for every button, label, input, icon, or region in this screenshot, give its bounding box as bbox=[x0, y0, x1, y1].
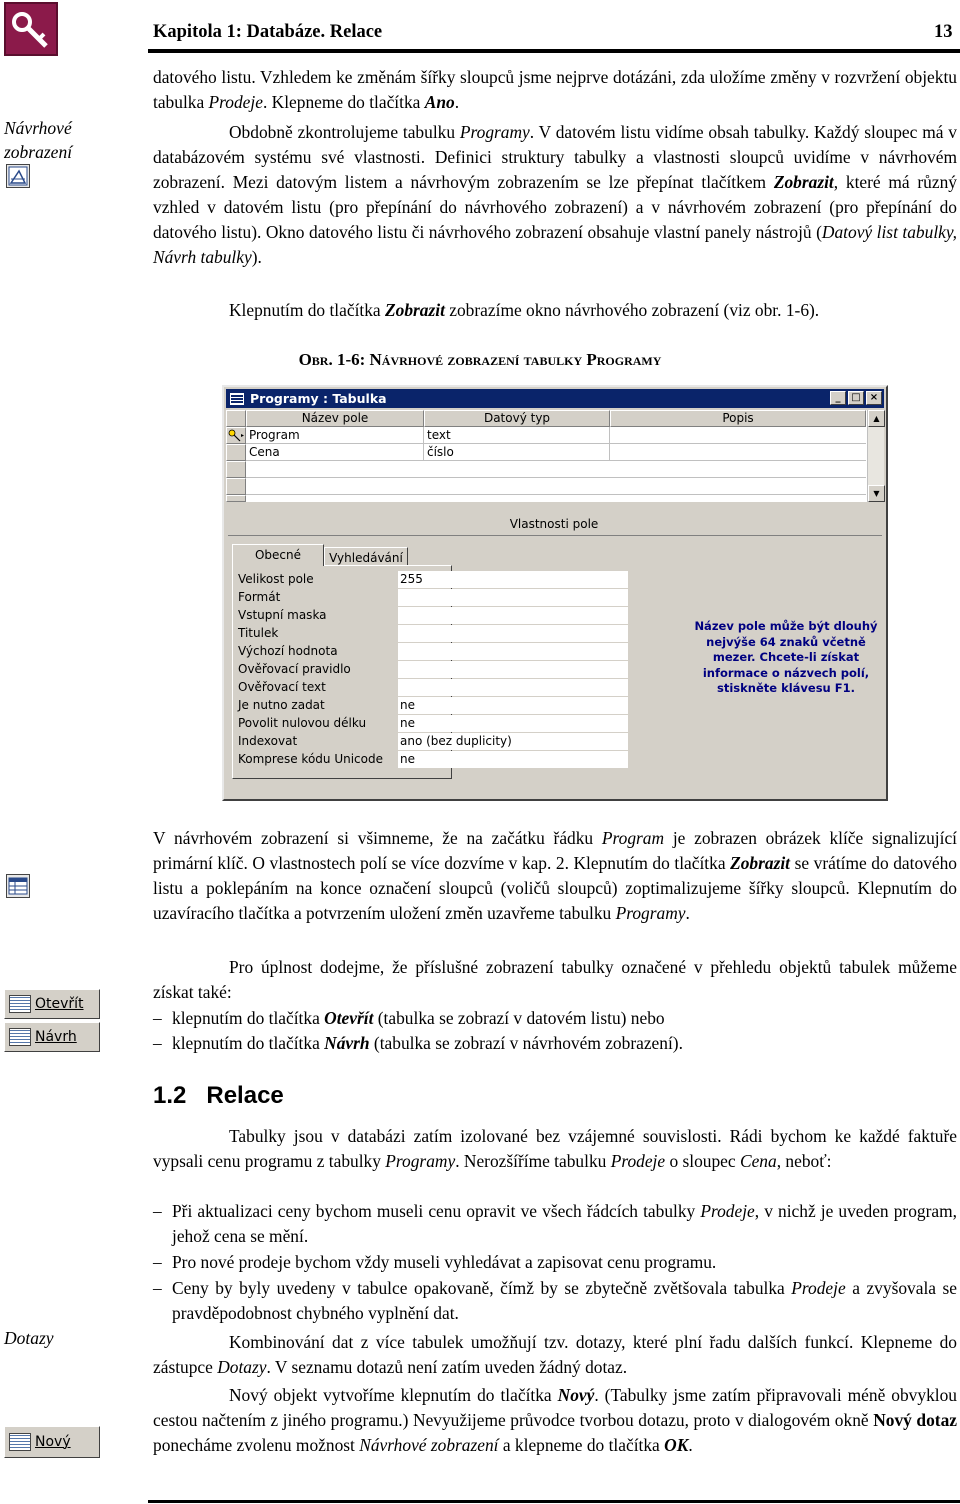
row-selector[interactable] bbox=[226, 444, 246, 461]
list-item-button: Návrh bbox=[324, 1033, 370, 1053]
paragraph-4 bbox=[153, 826, 957, 926]
p2-table-name: Programy bbox=[459, 122, 530, 142]
property-label: Výchozí hodnota bbox=[238, 644, 338, 658]
p2-text-3: , které má různý vzhled v datovém listu (pro přepínání do návrhového zobrazení) a v návrhovém zobrazení (pro přepínání do datového listu). Okno datového listu či návrhového zobrazení obsahuje vlastní panely nástrojů ( bbox=[153, 172, 957, 242]
primary-key-icon bbox=[227, 428, 245, 443]
p1-text: datového listu. Vzhledem ke změnám šířky sloupců jsme nejprve dotázáni, zda uložíme změny v rozvržení objektu tabulka bbox=[153, 67, 957, 112]
open-table-icon bbox=[9, 995, 31, 1013]
p6-column-name: Cena bbox=[739, 1151, 777, 1171]
list-item-text: klepnutím do tlačítka bbox=[172, 1008, 325, 1028]
list-item-text: Ceny by byly uvedeny v tabulce opakovaně, čímž by se zbytečně zvětšovala tabulka bbox=[172, 1278, 792, 1298]
section-number: 1.2 bbox=[153, 1082, 187, 1109]
table-row[interactable] bbox=[246, 461, 866, 478]
help-text: Název pole může být dlouhý nejvýše 64 znaků včetně mezer. Chcete-li získat informace o názvech polí, stiskněte klávesu F1. bbox=[694, 619, 878, 695]
p4-text-4: . bbox=[685, 903, 690, 923]
property-value-field[interactable] bbox=[398, 679, 628, 696]
p8-text: Nový objekt vytvoříme klepnutím do tlačítka bbox=[229, 1385, 558, 1405]
paragraph-1 bbox=[153, 65, 957, 115]
design-view-icon bbox=[6, 164, 30, 188]
row-selector[interactable] bbox=[226, 461, 246, 478]
open-button-label: Otevřít bbox=[35, 996, 84, 1012]
row-selector-program[interactable] bbox=[226, 427, 246, 444]
field-properties-label: Vlastnosti pole bbox=[509, 517, 599, 531]
paragraph-8 bbox=[153, 1383, 957, 1458]
chapter-title: Kapitola 1: Databáze. Relace bbox=[153, 22, 383, 42]
property-value-field[interactable]: ne bbox=[398, 751, 628, 768]
p3-button-name: Zobrazit bbox=[385, 300, 445, 320]
list-item: – Při aktualizaci ceny bychom museli cenu opravit ve všech řádcích tabulky Prodeje, v nichž je uveden program, jehož cena se mění. bbox=[153, 1201, 957, 1246]
property-value-field[interactable] bbox=[398, 607, 628, 624]
p4-button-name: Zobrazit bbox=[730, 853, 791, 873]
paragraph-2 bbox=[153, 120, 957, 270]
column-header-description[interactable]: Popis bbox=[610, 410, 866, 427]
paragraph-7 bbox=[153, 1330, 957, 1380]
property-label: Ověřovací pravidlo bbox=[238, 662, 351, 676]
column-header-field-name[interactable]: Název pole bbox=[246, 410, 424, 427]
p1-table-name: Prodeje bbox=[208, 92, 263, 112]
p6-text: Tabulky jsou v databázi zatím izolované bez vzájemné souvislosti. Rádi bychom ke každé faktuře vypsali cenu programu z tabulky bbox=[153, 1126, 957, 1171]
property-label: Velikost pole bbox=[238, 572, 314, 586]
property-value-field[interactable] bbox=[398, 589, 628, 606]
paragraph-3 bbox=[153, 298, 957, 323]
margin-label-design-view: Návrhové zobrazení bbox=[4, 118, 73, 162]
row-selector[interactable] bbox=[226, 495, 246, 502]
p7-text-2: . V seznamu dotazů není zatím uveden žádný dotaz. bbox=[266, 1357, 628, 1377]
property-value-field[interactable]: ne bbox=[398, 715, 628, 732]
p1-text-3: . bbox=[454, 92, 460, 112]
options-list bbox=[153, 1006, 957, 1056]
field-name-cell[interactable]: Cena bbox=[246, 444, 424, 461]
p2-toolbars: Datový list tabulky, Návrh tabulky bbox=[153, 222, 957, 267]
description-cell[interactable] bbox=[610, 427, 866, 444]
design-button[interactable] bbox=[4, 1022, 100, 1052]
window-title: Programy : Tabulka bbox=[250, 391, 387, 406]
p8-button-new: Nový bbox=[557, 1385, 595, 1405]
property-label: Je nutno zadat bbox=[238, 698, 325, 712]
section-title: Relace bbox=[206, 1082, 284, 1109]
property-value-field[interactable]: 255 bbox=[398, 571, 628, 588]
list-item-table: Prodeje bbox=[700, 1201, 755, 1221]
p7-text: Kombinování dat z více tabulek umožňují tzv. dotazy, které plní řadu dalších funkcí. Klepneme do zástupce bbox=[153, 1332, 957, 1377]
list-item: – Ceny by byly uvedeny v tabulce opakovaně, čímž by se zbytečně zvětšovala tabulka Prodeje a zvyšovala se pravděpodobnost chybného vyplnění dat. bbox=[153, 1278, 957, 1323]
footer-rule bbox=[148, 1500, 960, 1503]
list-item: – klepnutím do tlačítka Návrh (tabulka se zobrazí v návrhovém zobrazení). bbox=[153, 1033, 683, 1053]
design-button-label: Návrh bbox=[35, 1029, 77, 1045]
list-item: – Pro nové prodeje bychom vždy museli vyhledávat a zapisovat cenu programu. bbox=[153, 1252, 717, 1272]
row-selector[interactable] bbox=[226, 478, 246, 495]
p2-text: Obdobně zkontrolujeme tabulku bbox=[229, 122, 460, 142]
datasheet-view-icon bbox=[6, 874, 30, 898]
p6-text-2: . Nerozšíříme tabulku bbox=[455, 1151, 611, 1171]
property-label: Vstupní maska bbox=[238, 608, 327, 622]
property-label: Povolit nulovou délku bbox=[238, 716, 367, 730]
p1-text-2: . Klepneme do tlačítka bbox=[262, 92, 425, 112]
table-row[interactable] bbox=[246, 427, 866, 444]
p4-text: V návrhovém zobrazení si všimneme, že na začátku řádku bbox=[153, 828, 602, 848]
p3-text: Klepnutím do tlačítka bbox=[229, 300, 385, 320]
p4-table-name: Programy bbox=[615, 903, 686, 923]
reasons-list bbox=[153, 1199, 957, 1326]
p8-text-4: a klepneme do tlačítka bbox=[498, 1435, 665, 1455]
page-number: 13 bbox=[934, 22, 953, 42]
property-label: Ověřovací text bbox=[238, 680, 326, 694]
p3-text-2: zobrazíme okno návrhového zobrazení (viz obr. 1-6). bbox=[444, 300, 820, 320]
p4-text-3: se vrátíme do datového listu a poklepáním na konce označení sloupců (voličů sloupců) zoptimalizujeme šířky sloupců. Klepnutím do uzavíracího tlačítka a potvrzením uložení změn uzavřeme tabulku bbox=[153, 853, 957, 923]
table-design-window bbox=[222, 385, 888, 801]
p2-button-name: Zobrazit bbox=[773, 172, 834, 192]
design-table-icon bbox=[9, 1028, 31, 1046]
p1-button-name: Ano bbox=[424, 92, 455, 112]
figure-caption-prefix: Obr. 1-6: bbox=[298, 350, 370, 369]
p6-text-4: , neboť: bbox=[776, 1151, 832, 1171]
paragraph-5 bbox=[153, 955, 957, 1005]
scroll-down-icon[interactable]: ▼ bbox=[868, 485, 885, 502]
property-value-field[interactable]: ano (bez duplicity) bbox=[398, 733, 628, 750]
section-heading bbox=[153, 1082, 284, 1110]
grid-corner bbox=[226, 410, 246, 427]
p7-queries: Dotazy bbox=[217, 1357, 267, 1377]
list-item-button: Otevřít bbox=[324, 1008, 374, 1028]
table-row[interactable] bbox=[246, 444, 866, 461]
list-item: – klepnutím do tlačítka Otevřít (tabulka se zobrazí v datovém listu) nebo bbox=[153, 1008, 665, 1028]
figure-caption bbox=[0, 350, 960, 370]
field-grid bbox=[226, 410, 884, 502]
p2-text-4: ). bbox=[251, 247, 262, 267]
p8-text-3: ponecháme zvolenu možnost bbox=[153, 1435, 360, 1455]
p8-dialog-name: Nový dotaz bbox=[873, 1410, 957, 1430]
p6-table-name-2: Prodeje bbox=[610, 1151, 666, 1171]
p8-button-ok: OK bbox=[664, 1435, 689, 1455]
p6-table-name: Programy bbox=[385, 1151, 456, 1171]
new-button-label: Nový bbox=[35, 1434, 71, 1450]
vertical-scrollbar[interactable] bbox=[867, 410, 884, 502]
data-type-cell[interactable]: text bbox=[424, 427, 610, 444]
margin-label-queries: Dotazy bbox=[4, 1328, 54, 1348]
property-value-field[interactable] bbox=[398, 643, 628, 660]
list-item-table: Prodeje bbox=[791, 1278, 846, 1298]
maximize-button[interactable]: □ bbox=[848, 391, 864, 405]
window-title-bar[interactable] bbox=[226, 389, 884, 408]
p4-text-2: je zobrazen obrázek klíče signalizující primární klíč. O vlastnostech polí se více dozvíme v kap. 2. Klepnutím do tlačítka bbox=[153, 828, 957, 873]
property-label: Formát bbox=[238, 590, 281, 604]
minimize-button[interactable]: _ bbox=[830, 391, 846, 405]
list-item-text: klepnutím do tlačítka bbox=[172, 1033, 325, 1053]
p2-text-2: . V datovém listu vidíme obsah tabulky. Každý sloupec má v databázovém systému své vlastnosti. Definici struktury tabulky a vlastnosti sloupců uvidíme v návrhovém zobrazení. Mezi datovým listem a návrhovým zobrazením se lze přepínat tlačítkem bbox=[153, 122, 957, 192]
list-item-text-2: (tabulka se zobrazí v datovém listu) nebo bbox=[373, 1008, 665, 1028]
description-cell[interactable] bbox=[610, 444, 866, 461]
list-item-text-2: , v nichž je uveden program, jehož cena se mění. bbox=[172, 1201, 957, 1246]
property-label: Indexovat bbox=[238, 734, 298, 748]
close-button[interactable]: × bbox=[866, 391, 882, 405]
new-object-icon bbox=[9, 1433, 31, 1451]
access-logo-icon bbox=[4, 2, 58, 56]
list-item-text: Pro nové prodeje bychom vždy museli vyhledávat a zapisovat cenu programu. bbox=[172, 1252, 717, 1272]
property-label: Titulek bbox=[238, 626, 279, 640]
column-header-data-type[interactable]: Datový typ bbox=[424, 410, 610, 427]
property-value-field[interactable]: ne bbox=[398, 697, 628, 714]
header-rule bbox=[148, 49, 960, 53]
p4-field-name: Program bbox=[601, 828, 665, 848]
new-button[interactable] bbox=[4, 1426, 100, 1458]
open-button[interactable] bbox=[4, 989, 100, 1019]
p5-text: Pro úplnost dodejme, že příslušné zobrazení tabulky označené v přehledu objektů tabulek můžeme získat také: bbox=[153, 957, 957, 1002]
property-value-field[interactable] bbox=[398, 625, 628, 642]
tab-lookup[interactable]: Vyhledávání bbox=[324, 547, 408, 566]
p8-text-5: . bbox=[688, 1435, 693, 1455]
p8-option: Návrhové zobrazení bbox=[359, 1435, 499, 1455]
table-icon bbox=[230, 393, 244, 405]
list-item-text: Při aktualizaci ceny bychom museli cenu opravit ve všech řádcích tabulky bbox=[172, 1201, 701, 1221]
p6-text-3: o sloupec bbox=[665, 1151, 740, 1171]
table-row[interactable] bbox=[246, 478, 866, 495]
property-value-field[interactable] bbox=[398, 661, 628, 678]
p8-text-2: . (Tabulky jsme zatím připravovali méně obvyklou cestou načtením z jiného programu.) Nevyužijeme průvodce tvorbou dotazu, proto v dialogovém okně bbox=[153, 1385, 957, 1430]
list-item-text-2: (tabulka se zobrazí v návrhovém zobrazení). bbox=[369, 1033, 683, 1053]
paragraph-6 bbox=[153, 1124, 957, 1174]
data-type-cell[interactable]: číslo bbox=[424, 444, 610, 461]
list-item-text-2: a zvyšovala se pravděpodobnost chybného vyplnění dat. bbox=[172, 1278, 957, 1323]
scroll-up-icon[interactable]: ▲ bbox=[868, 410, 885, 427]
field-name-cell[interactable]: Program bbox=[246, 427, 424, 444]
tab-general[interactable]: Obecné bbox=[232, 544, 324, 566]
property-label: Komprese kódu Unicode bbox=[238, 752, 383, 766]
figure-caption-text: Návrhové zobrazení tabulky Programy bbox=[369, 350, 662, 369]
